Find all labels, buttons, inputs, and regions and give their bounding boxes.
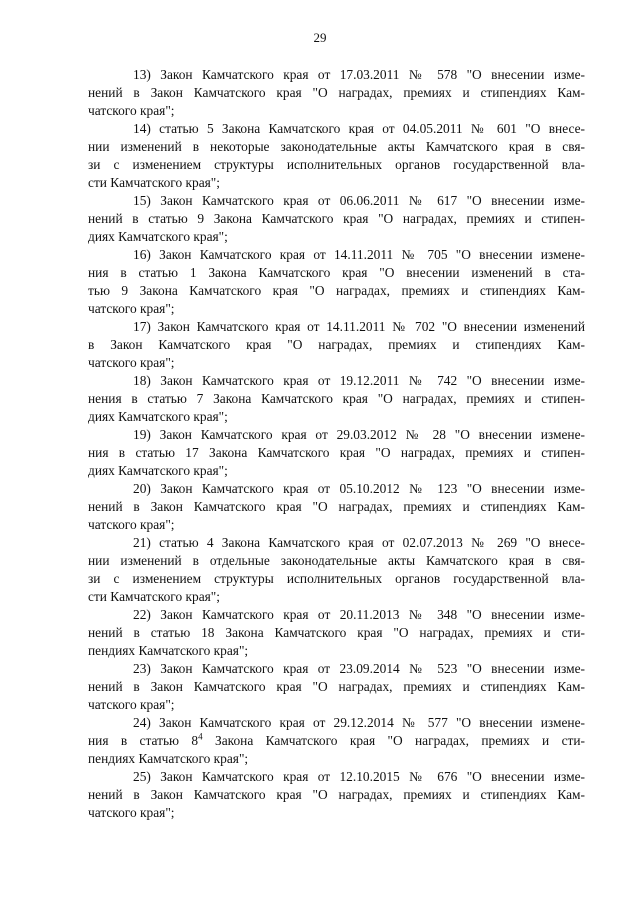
list-item-line: 22) Закон Камчатского края от 20.11.2013 № 348 "О внесении изме- (133, 607, 585, 622)
list-item-line: в Закон Камчатского края "О наградах, премиях и стипендиях Кам- (88, 337, 585, 352)
list-item-line: 17) Закон Камчатского края от 14.11.2011 № 702 "О внесении изменений (133, 319, 585, 334)
list-item-line: 18) Закон Камчатского края от 19.12.2011 № 742 "О внесении изме- (133, 373, 585, 388)
list-item-22 (88, 606, 585, 660)
list-item-line: 13) Закон Камчатского края от 17.03.2011 № 578 "О внесении изме- (133, 67, 585, 82)
list-item-line: нии изменений в некоторые законодательные акты Камчатского края в свя- (88, 139, 585, 154)
list-item-line: пендиях Камчатского края"; (88, 643, 249, 658)
list-item-line: чатского края"; (88, 355, 175, 370)
list-item-line: ния в статью 17 Закона Камчатского края "О наградах, премиях и стипен- (88, 445, 585, 460)
list-item-line: 14) статью 5 Закона Камчатского края от 04.05.2011 № 601 "О внесе- (133, 121, 585, 136)
list-item-line: 25) Закон Камчатского края от 12.10.2015 № 676 "О внесении изме- (133, 769, 585, 784)
list-item-line: диях Камчатского края"; (88, 463, 228, 478)
list-item-line: диях Камчатского края"; (88, 409, 228, 424)
list-item-line: чатского края"; (88, 103, 175, 118)
list-item-24 (88, 714, 585, 768)
list-item-13 (88, 66, 585, 120)
list-item-19 (88, 426, 585, 480)
list-item-line: чатского края"; (88, 697, 175, 712)
list-item-line: 23) Закон Камчатского края от 23.09.2014 № 523 "О внесении изме- (133, 661, 585, 676)
list-item-line: пендиях Камчатского края"; (88, 751, 249, 766)
list-item-25 (88, 768, 585, 822)
list-item-line: чатского края"; (88, 805, 175, 820)
list-item-14 (88, 120, 585, 192)
list-item-line: нений в Закон Камчатского края "О наградах, премиях и стипендиях Кам- (88, 85, 585, 100)
list-item-line: нений в статью 18 Закона Камчатского края "О наградах, премиях и сти- (88, 625, 585, 640)
list-item-line: сти Камчатского края"; (88, 175, 220, 190)
list-item-line: ния в статью 1 Закона Камчатского края "О внесении изменений в ста- (88, 265, 585, 280)
list-item-line: чатского края"; (88, 301, 175, 316)
list-item-line: 15) Закон Камчатского края от 06.06.2011 № 617 "О внесении изме- (133, 193, 585, 208)
document-body (88, 66, 585, 822)
list-item-line: нений в статью 9 Закона Камчатского края "О наградах, премиях и стипен- (88, 211, 585, 226)
list-item-line: нения в статью 7 Закона Камчатского края "О наградах, премиях и стипен- (88, 391, 585, 406)
page-number: 29 (313, 30, 327, 45)
list-item-line: нений в Закон Камчатского края "О наградах, премиях и стипендиях Кам- (88, 499, 585, 514)
list-item-line: тью 9 Закона Камчатского края "О наградах, премиях и стипендиях Кам- (88, 283, 585, 298)
list-item-line (88, 732, 585, 750)
list-item-line: 16) Закон Камчатского края от 14.11.2011 № 705 "О внесении измене- (133, 247, 585, 262)
line-text: ния в статью 8 (88, 733, 199, 748)
list-item-line: зи с изменением структуры исполнительных органов государственной вла- (88, 571, 585, 586)
list-item-16 (88, 246, 585, 318)
line-text: Закона Камчатского края "О наградах, премиях и сти- (202, 733, 586, 748)
list-item-line: нений в Закон Камчатского края "О наградах, премиях и стипендиях Кам- (88, 679, 585, 694)
list-item-15 (88, 192, 585, 246)
list-item-line: нии изменений в отдельные законодательные акты Камчатского края в свя- (88, 553, 585, 568)
list-item-17 (88, 318, 585, 372)
list-item-20 (88, 480, 585, 534)
list-item-18 (88, 372, 585, 426)
list-item-23 (88, 660, 585, 714)
list-item-line: 20) Закон Камчатского края от 05.10.2012 № 123 "О внесении изме- (133, 481, 585, 496)
list-item-21 (88, 534, 585, 606)
list-item-line: зи с изменением структуры исполнительных органов государственной вла- (88, 157, 585, 172)
list-item-line: 19) Закон Камчатского края от 29.03.2012 № 28 "О внесении измене- (133, 427, 585, 442)
superscript-number: 4 (198, 731, 203, 742)
list-item-line: чатского края"; (88, 517, 175, 532)
list-item-line: диях Камчатского края"; (88, 229, 228, 244)
list-item-line: 24) Закон Камчатского края от 29.12.2014 № 577 "О внесении измене- (133, 715, 585, 730)
list-item-line: нений в Закон Камчатского края "О наградах, премиях и стипендиях Кам- (88, 787, 585, 802)
list-item-line: 21) статью 4 Закона Камчатского края от 02.07.2013 № 269 "О внесе- (133, 535, 585, 550)
list-item-line: сти Камчатского края"; (88, 589, 220, 604)
